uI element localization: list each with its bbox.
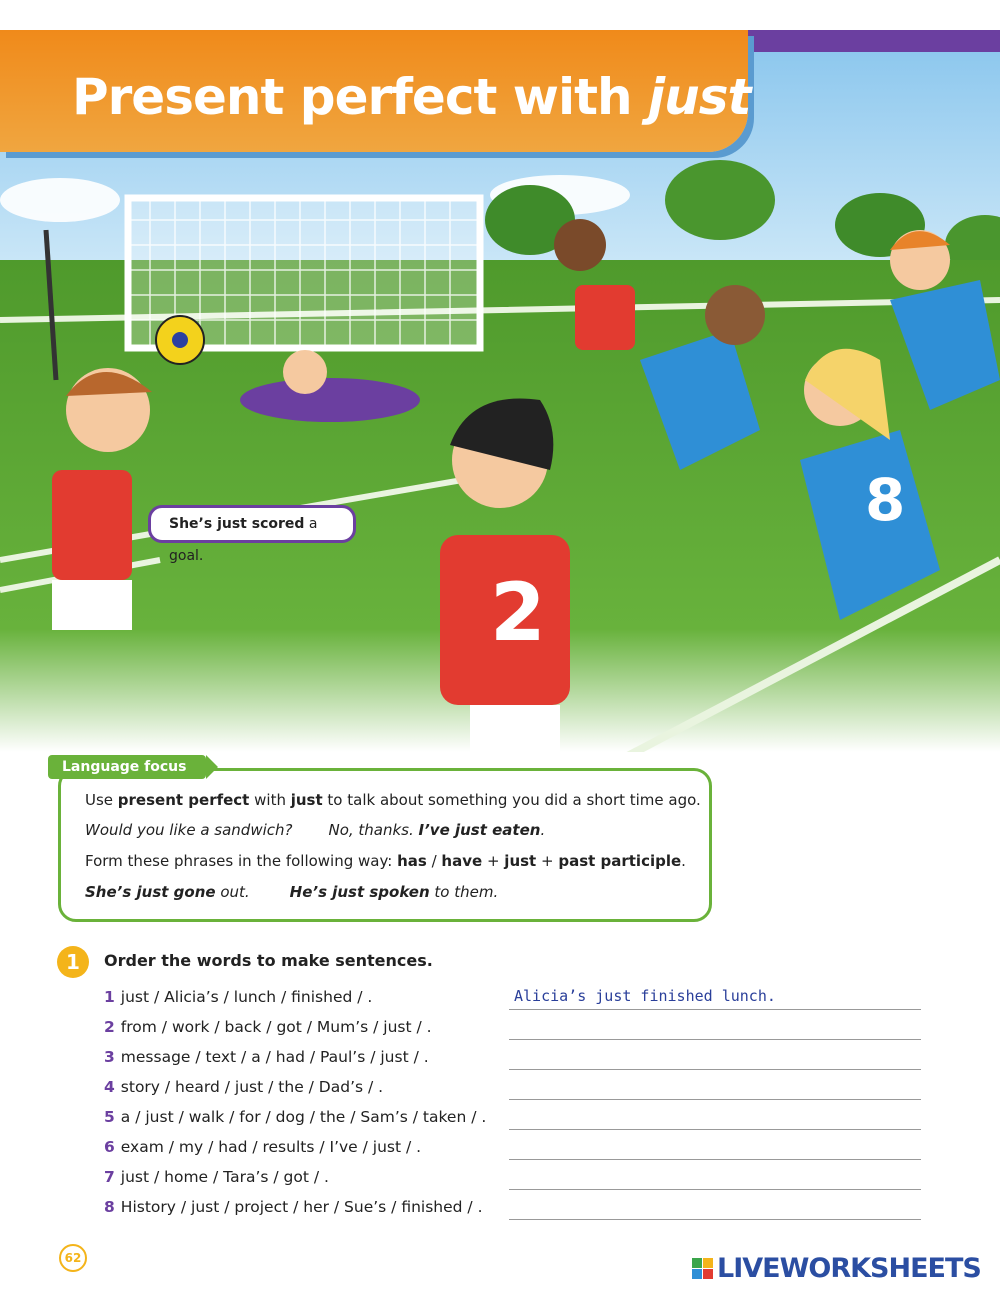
exercise-item-number: 5 [104,1108,115,1126]
exercise-item-number: 4 [104,1078,115,1096]
lf-text: + [536,852,559,870]
exercise-item-5 [104,1108,486,1126]
exercise-number-badge: 1 [57,946,89,978]
answer-line-2[interactable] [509,1039,921,1040]
exercise-item-7 [104,1168,329,1186]
page-title-main: Present perfect with [72,68,648,126]
answer-line-7[interactable] [509,1189,921,1190]
football [156,316,204,364]
header-accent-strip [748,30,1000,52]
answer-line-5[interactable] [509,1129,921,1130]
answer-line-1[interactable] [509,1009,921,1010]
language-focus-tag: Language focus [48,755,206,779]
lf-text: + [482,852,505,870]
lf-bold-italic: He’s just spoken [289,883,430,901]
exercise-item-number: 1 [104,988,115,1006]
lf-bold: has [397,852,427,870]
language-focus-rule-2 [85,852,686,870]
exercise-item-words: exam / my / had / results / I’ve / just / . [120,1138,422,1156]
exercise-item-words: from / work / back / got / Mum’s / just / . [120,1018,432,1036]
exercise-item-8 [104,1198,483,1216]
lf-text: Form these phrases in the following way: [85,852,398,870]
example-answer: Alicia’s just finished lunch. [514,987,776,1005]
speech-bubble-text: a goal. [169,516,318,564]
lf-text: to talk about something you did a short time ago. [322,791,701,809]
exercise-item-words: story / heard / just / the / Dad’s / . [120,1078,384,1096]
lf-italic: . [540,821,546,839]
svg-text:2: 2 [490,566,546,659]
page-title-emphasis: just [648,68,751,126]
exercise-item-words: message / text / a / had / Paul’s / just / . [120,1048,429,1066]
exercise-item-number: 2 [104,1018,115,1036]
exercise-item-words: just / Alicia’s / lunch / finished / . [120,988,373,1006]
lf-italic: No, thanks. [328,821,419,839]
exercise-instruction: Order the words to make sentences. [104,951,433,970]
exercise-item-3 [104,1048,429,1066]
exercise-item-6 [104,1138,421,1156]
exercise-item-words: a / just / walk / for / dog / the / Sam’s / taken / . [120,1108,487,1126]
speech-bubble [148,505,356,564]
exercise-item-2 [104,1018,432,1036]
answer-line-3[interactable] [509,1069,921,1070]
lf-bold: just [290,791,323,809]
speech-bubble-bold: She’s just scored [169,516,305,532]
liveworksheets-logo [692,1253,981,1283]
page-number: 62 [59,1244,87,1272]
lf-bold: past participle [558,852,682,870]
language-focus-rule-1 [85,791,701,809]
exercise-item-4 [104,1078,383,1096]
exercise-item-1 [104,988,372,1006]
lf-bold: just [504,852,537,870]
exercise-item-words: History / just / project / her / Sue’s / finished / . [120,1198,483,1216]
lf-bold: have [441,852,483,870]
lf-bold-italic: She’s just gone [85,883,216,901]
exercise-item-number: 6 [104,1138,115,1156]
language-focus-example-1 [85,821,545,839]
page-title [72,68,750,126]
lf-text: . [681,852,686,870]
lf-text: / [426,852,442,870]
lf-italic: Would you like a sandwich? [85,821,293,839]
exercise-item-number: 8 [104,1198,115,1216]
logo-text: LIVEWORKSHEETS [717,1252,981,1284]
exercise-item-words: just / home / Tara’s / got / . [120,1168,329,1186]
lf-text: with [249,791,291,809]
lf-text: Use [85,791,118,809]
answer-line-4[interactable] [509,1099,921,1100]
answer-line-8[interactable] [509,1219,921,1220]
lf-italic: out. [215,883,250,901]
football-illustration [0,52,1000,752]
lf-bold-italic: I’ve just eaten [418,821,541,839]
exercise-item-number: 7 [104,1168,115,1186]
lf-italic: to them. [429,883,499,901]
language-focus-example-2 [85,883,498,901]
svg-text:8: 8 [865,466,906,534]
lf-bold: present perfect [117,791,250,809]
exercise-item-number: 3 [104,1048,115,1066]
logo-mark-icon [692,1258,713,1279]
answer-line-6[interactable] [509,1159,921,1160]
